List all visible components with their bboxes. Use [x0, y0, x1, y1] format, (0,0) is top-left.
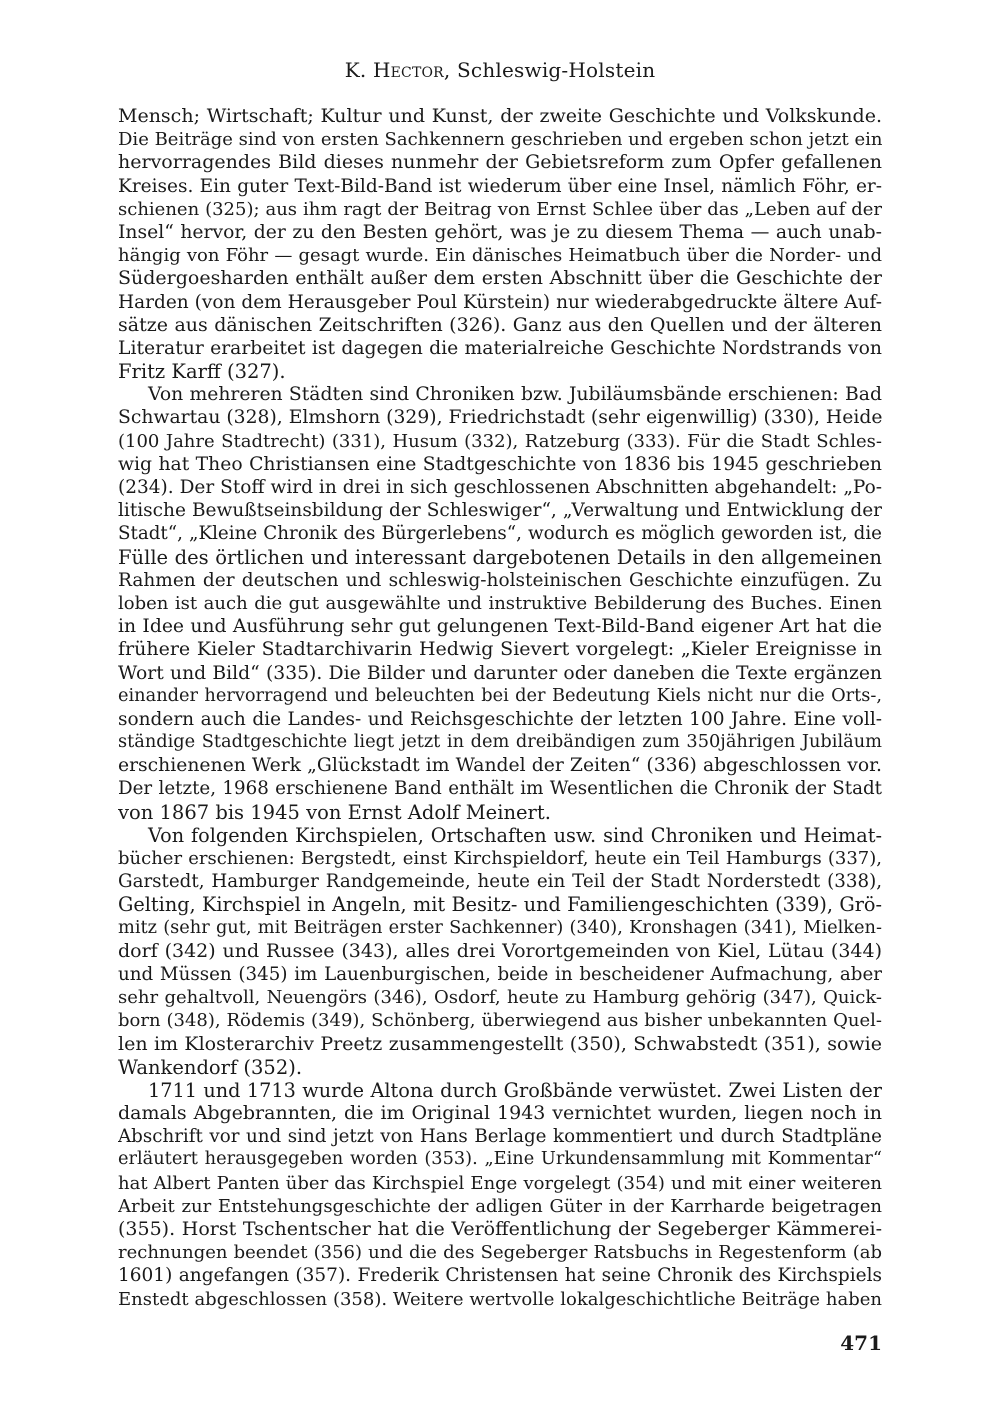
- text-line: Rahmen der deutschen und schleswig-holsteinischen Geschichte einzufügen. Zu: [118, 569, 882, 591]
- text-line: loben ist auch die gut ausgewählte und instruktive Bebilderung des Buches. Einen: [118, 592, 882, 614]
- text-line: sätze aus dänischen Zeitschriften (326). Ganz aus den Quellen und der älteren: [118, 313, 882, 336]
- text-line: 1711 und 1713 wurde Altona durch Großbände verwüstet. Zwei Listen der: [148, 1078, 882, 1102]
- text-line: Von mehreren Städten sind Chroniken bzw. Jubiläumsbände erschienen: Bad: [148, 384, 882, 406]
- text-line: sehr gehaltvoll, Neuengörs (346), Osdorf, heute zu Hamburg gehörig (347), Quick-: [118, 987, 882, 1009]
- text-line: mitz (sehr gut, mit Beiträgen erster Sachkenner) (340), Kronshagen (341), Mielken-: [118, 917, 882, 938]
- text-line: Enstedt abgeschlossen (358). Weitere wertvolle lokalgeschichtliche Beiträge haben: [118, 1288, 882, 1310]
- text-line: von 1867 bis 1945 von Ernst Adolf Meinert.: [118, 800, 551, 824]
- text-line: Literatur erarbeitet ist dagegen die materialreiche Geschichte Nordstrands von: [118, 337, 882, 359]
- text-line: Stadt“, „Kleine Chronik des Bürgerlebens“, wodurch es möglich geworden ist, die: [118, 523, 882, 545]
- text-line: Der letzte, 1968 erschienene Band enthält im Wesentlichen die Chronik der Stadt: [118, 778, 882, 800]
- text-line: litische Bewußtseinsbildung der Schleswiger“, „Verwaltung und Entwicklung der: [118, 500, 882, 522]
- text-line: Abschrift vor und sind jetzt von Hans Berlage kommentiert und durch Stadtpläne: [118, 1126, 882, 1148]
- text-line: ständige Stadtgeschichte liegt jetzt in dem dreibändigen zum 350jährigen Jubiläum: [118, 732, 882, 753]
- text-line: hängig von Föhr — gesagt wurde. Ein dänisches Heimatbuch über die Norder- und: [118, 245, 882, 267]
- text-line: Wankendorf (352).: [118, 1055, 303, 1079]
- text-line: Harden (von dem Herausgeber Poul Kürstein) nur wiederabgedruckte ältere Auf-: [118, 291, 882, 313]
- text-line: len im Klosterarchiv Preetz zusammengestellt (350), Schwabstedt (351), sowie: [118, 1032, 882, 1055]
- text-line: Die Beiträge sind von ersten Sachkennern geschrieben und ergeben schon jetzt ein: [118, 129, 882, 151]
- page-number: 471: [840, 1331, 882, 1355]
- text-line: Gelting, Kirchspiel in Angeln, mit Besitz- und Familiengeschichten (339), Grö-: [118, 893, 882, 917]
- text-line: Insel“ hervor, der zu den Besten gehört, was je zu diesem Thema — auch unab-: [118, 221, 882, 243]
- text-line: Fülle des örtlichen und interessant dargebotenen Details in den allgemeinen: [118, 545, 882, 569]
- text-line: (100 Jahre Stadtrecht) (331), Husum (332), Ratzeburg (333). Für die Stadt Schles-: [118, 430, 882, 452]
- text-line: dorf (342) und Russee (343), alles drei Vorortgemeinden von Kiel, Lütau (344): [118, 939, 882, 962]
- text-line: Garstedt, Hamburger Randgemeinde, heute ein Teil der Stadt Norderstedt (338),: [118, 871, 882, 893]
- text-line: Arbeit zur Entstehungsgeschichte der adligen Güter in der Karrharde beigetragen: [118, 1195, 882, 1217]
- text-line: in Idee und Ausführung sehr gut gelungenen Text-Bild-Band eigener Art hat die: [118, 616, 882, 638]
- text-line: damals Abgebrannten, die im Original 1943 vernichtet wurden, liegen noch in: [118, 1102, 882, 1125]
- text-line: schienen (325); aus ihm ragt der Beitrag von Ernst Schlee über das „Leben auf der: [118, 198, 882, 220]
- text-line: Wort und Bild“ (335). Die Bilder und darunter oder daneben die Texte ergänzen: [118, 662, 882, 684]
- text-line: wig hat Theo Christiansen eine Stadtgeschichte von 1836 bis 1945 geschrieben: [118, 453, 882, 475]
- text-line: Mensch; Wirtschaft; Kultur und Kunst, der zweite Geschichte und Volkskunde.: [118, 105, 882, 127]
- text-line: frühere Kieler Stadtarchivarin Hedwig Sievert vorgelegt: „Kieler Ereignisse in: [118, 638, 882, 661]
- text-line: erläutert herausgegeben worden (353). „Eine Urkundensammlung mit Kommentar“: [118, 1149, 882, 1170]
- text-line: rechnungen beendet (356) und die des Segeberger Ratsbuchs in Regestenform (ab: [118, 1242, 882, 1264]
- text-line: Schwartau (328), Elmshorn (329), Friedrichstadt (sehr eigenwillig) (330), Heide: [118, 407, 882, 429]
- text-line: hervorragendes Bild dieses nunmehr der Gebietsreform zum Opfer gefallenen: [118, 151, 882, 174]
- running-header: [118, 58, 882, 82]
- text-line: (355). Horst Tschentscher hat die Veröffentlichung der Segeberger Kämmerei-: [118, 1218, 882, 1240]
- header-separator: ,: [443, 58, 451, 82]
- text-line: bücher erschienen: Bergstedt, einst Kirchspieldorf, heute ein Teil Hamburgs (337),: [118, 848, 882, 869]
- text-line: born (348), Rödemis (349), Schönberg, überwiegend aus bisher unbekannten Quel-: [118, 1010, 882, 1032]
- text-line: erschienenen Werk „Glückstadt im Wandel der Zeiten“ (336) abgeschlossen vor.: [118, 755, 882, 777]
- text-line: Von folgenden Kirchspielen, Ortschaften usw. sind Chroniken und Heimat-: [148, 823, 882, 847]
- text-line: hat Albert Panten über das Kirchspiel Enge vorgelegt (354) und mit einer weiteren: [118, 1172, 882, 1194]
- text-line: einander hervorragend und beleuchten bei der Bedeutung Kiels nicht nur die Orts-,: [118, 685, 882, 706]
- text-line: Südergoesharden enthält außer dem ersten Abschnitt über die Geschichte der: [118, 267, 882, 290]
- text-line: sondern auch die Landes- und Reichsgeschichte der letzten 100 Jahre. Eine voll-: [118, 708, 882, 730]
- text-line: 1601) angefangen (357). Frederik Christensen hat seine Chronik des Kirchspiels: [118, 1265, 882, 1287]
- text-line: Fritz Karff (327).: [118, 360, 286, 384]
- text-line: Kreises. Ein guter Text-Bild-Band ist wiederum über eine Insel, nämlich Föhr, er-: [118, 175, 882, 197]
- header-place: Schleswig-Holstein: [457, 58, 656, 82]
- text-line: und Müssen (345) im Lauenburgischen, beide in bescheidener Aufmachung, aber: [118, 963, 882, 985]
- body-text: [118, 105, 882, 1311]
- text-line: (234). Der Stoff wird in drei in sich geschlossenen Abschnitten abgehandelt: „Po-: [118, 477, 882, 498]
- header-author: K. Hector: [344, 58, 444, 82]
